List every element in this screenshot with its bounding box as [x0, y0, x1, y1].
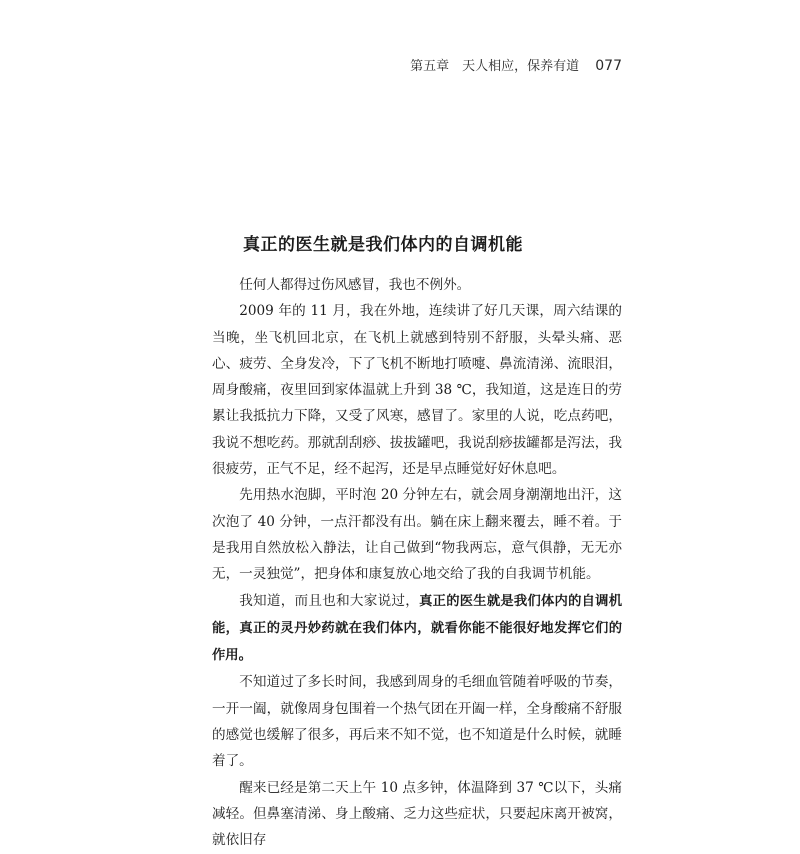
page-number: 077	[595, 58, 622, 74]
body-text	[212, 272, 622, 854]
paragraph: 我知道，而且也和大家说过，真正的医生就是我们体内的自调机能，真正的灵丹妙药就在我们体内，就看你能不能很好地发挥它们的作用。	[212, 592, 623, 664]
paragraph: 先用热水泡脚，平时泡 20 分钟左右，就会周身潮潮地出汗，这次泡了 40 分钟，一点汗都没有出。躺在床上翻来覆去，睡不着。于是我用自然放松入静法，让自己做到“物我两忘，意气俱静，无无亦无，一灵独觉”，把身体和康复放心地交给了我的自我调节机能。	[212, 487, 622, 583]
emphasis-text: 真正的医生就是我们体内的自调机能，真正的灵丹妙药就在我们体内，就看你能不能很好地发挥它们的作用。	[212, 593, 623, 664]
paragraph: 2009 年的 11 月，我在外地，连续讲了好几天课，周六结课的当晚，坐飞机回北京，在飞机上就感到特别不舒服，头晕头痛、恶心、疲劳、全身发冷，下了飞机不断地打喷嚏、鼻流清涕、流眼泪，周身酸痛，夜里回到家体温就上升到 38 ℃，我知道，这是连日的劳累让我抵抗力下降，又受了风寒，感冒了。家里的人说，吃点药吧，我说不想吃药。那就刮刮痧、拔拔罐吧，我说刮痧拔罐都是泻法，我很疲劳，正气不足，经不起泻，还是早点睡觉好好休息吧。	[212, 303, 622, 478]
paragraph: 不知道过了多长时间，我感到周身的毛细血管随着呼吸的节奏，一开一阖，就像周身包围着一个热气团在开阖一样，全身酸痛不舒服的感觉也缓解了很多，再后来不知不觉，也不知道是什么时候，就睡着了。	[212, 674, 622, 770]
paragraph: 任何人都得过伤风感冒，我也不例外。	[239, 277, 471, 293]
section-title: 真正的医生就是我们体内的自调机能	[243, 235, 523, 255]
running-header	[410, 55, 622, 74]
paragraph: 醒来已经是第二天上午 10 点多钟，体温降到 37 ℃以下，头痛减轻。但鼻塞清涕、身上酸痛、乏力这些症状，只要起床离开被窝，就依旧存	[212, 779, 622, 849]
chapter-title: 第五章 天人相应，保养有道	[410, 59, 580, 74]
